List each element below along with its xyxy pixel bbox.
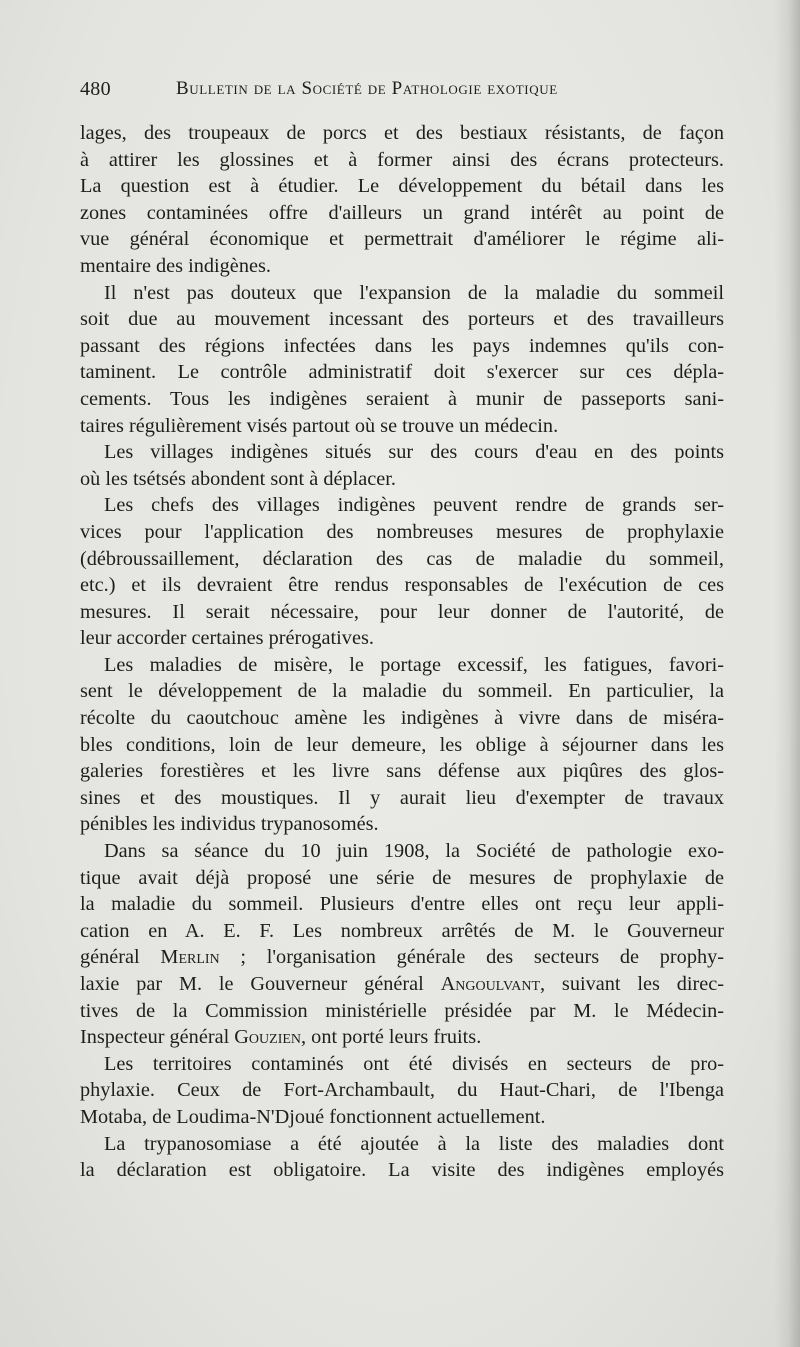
running-head: Bulletin de la Société de Pathologie exotique [176,78,558,99]
text-line: pénibles les individus trypanosomés. [80,813,379,836]
text-line: zones contaminées offre d'ailleurs un grand intérêt au point de [80,201,724,224]
text-line: tique avait déjà proposé une série de mesures de prophylaxie de [80,866,724,889]
text-line: sines et des moustiques. Il y aurait lieu d'exempter de travaux [80,786,724,809]
text-line: mesures. Il serait nécessaire, pour leur donner de l'autorité, de [80,600,724,623]
text-line: passant des régions infectées dans les pays indemnes qu'ils con- [80,334,724,357]
page-edge-shadow [774,0,800,1347]
text-line: la maladie du sommeil. Plusieurs d'entre elles ont reçu leur appli- [80,893,724,916]
text-line: galeries forestières et les livre sans défense aux piqûres des glos- [80,760,724,783]
text-line: (débroussaillement, déclaration des cas de maladie du sommeil, [80,547,724,570]
text-line: vices pour l'application des nombreuses mesures de prophylaxie [80,520,724,543]
text-line: Dans sa séance du 10 juin 1908, la Société de pathologie exo- [104,840,724,863]
text-line: Il n'est pas douteux que l'expansion de la maladie du sommeil [104,281,724,304]
text-line: où les tsétsés abondent sont à déplacer. [80,467,396,490]
text-line: Les maladies de misère, le portage excessif, les fatigues, favori- [104,653,724,676]
text-line: soit due au mouvement incessant des porteurs et des travailleurs [80,308,724,331]
page-number: 480 [80,78,111,100]
text-line: cements. Tous les indigènes seraient à munir de passeports sani- [80,387,724,410]
text-line: Les chefs des villages indigènes peuvent rendre de grands ser- [104,494,724,517]
page-header [80,78,730,106]
text-line: taires régulièrement visés partout où se trouve un médecin. [80,414,559,437]
text-line: tives de la Commission ministérielle présidée par M. le Médecin- [80,999,724,1022]
text-line: La trypanosomiase a été ajoutée à la liste des maladies dont [104,1132,724,1155]
text-line: etc.) et ils devraient être rendus responsables de l'exécution de ces [80,574,724,597]
text-line: leur accorder certaines prérogatives. [80,627,374,650]
text-line: La question est à étudier. Le développement du bétail dans les [80,175,724,198]
text-line: général Merlin ; l'organisation générale des secteurs de prophy- [80,946,724,969]
text-line: bles conditions, loin de leur demeure, les oblige à séjourner dans les [80,733,724,756]
text-line: taminent. Le contrôle administratif doit s'exercer sur ces dépla- [80,361,724,384]
text-line: Inspecteur général Gouzien, ont porté leurs fruits. [80,1026,482,1049]
text-line: Les territoires contaminés ont été divisés en secteurs de pro- [104,1052,724,1075]
text-line: sent le développement de la maladie du sommeil. En particulier, la [80,680,724,703]
text-line: Motaba, de Loudima-N'Djoué fonctionnent actuellement. [80,1105,546,1128]
text-line: cation en A. E. F. Les nombreux arrêtés de M. le Gouverneur [80,919,724,942]
text-line: à attirer les glossines et à former ainsi des écrans protecteurs. [80,148,724,171]
text-line: lages, des troupeaux de porcs et des bestiaux résistants, de façon [80,122,724,144]
text-line: récolte du caoutchouc amène les indigènes à vivre dans de miséra- [80,707,724,730]
text-line: mentaire des indigènes. [80,254,271,277]
text-line: la déclaration est obligatoire. La visite des indigènes employés [80,1159,724,1182]
text-line: phylaxie. Ceux de Fort-Archambault, du Haut-Chari, de l'Ibenga [80,1079,724,1102]
body-text [80,120,724,1184]
text-line: Les villages indigènes situés sur des cours d'eau en des points [104,441,724,464]
text-line: vue général économique et permettrait d'améliorer le régime ali- [80,228,724,251]
text-line: laxie par M. le Gouverneur général Angoulvant, suivant les direc- [80,973,724,995]
